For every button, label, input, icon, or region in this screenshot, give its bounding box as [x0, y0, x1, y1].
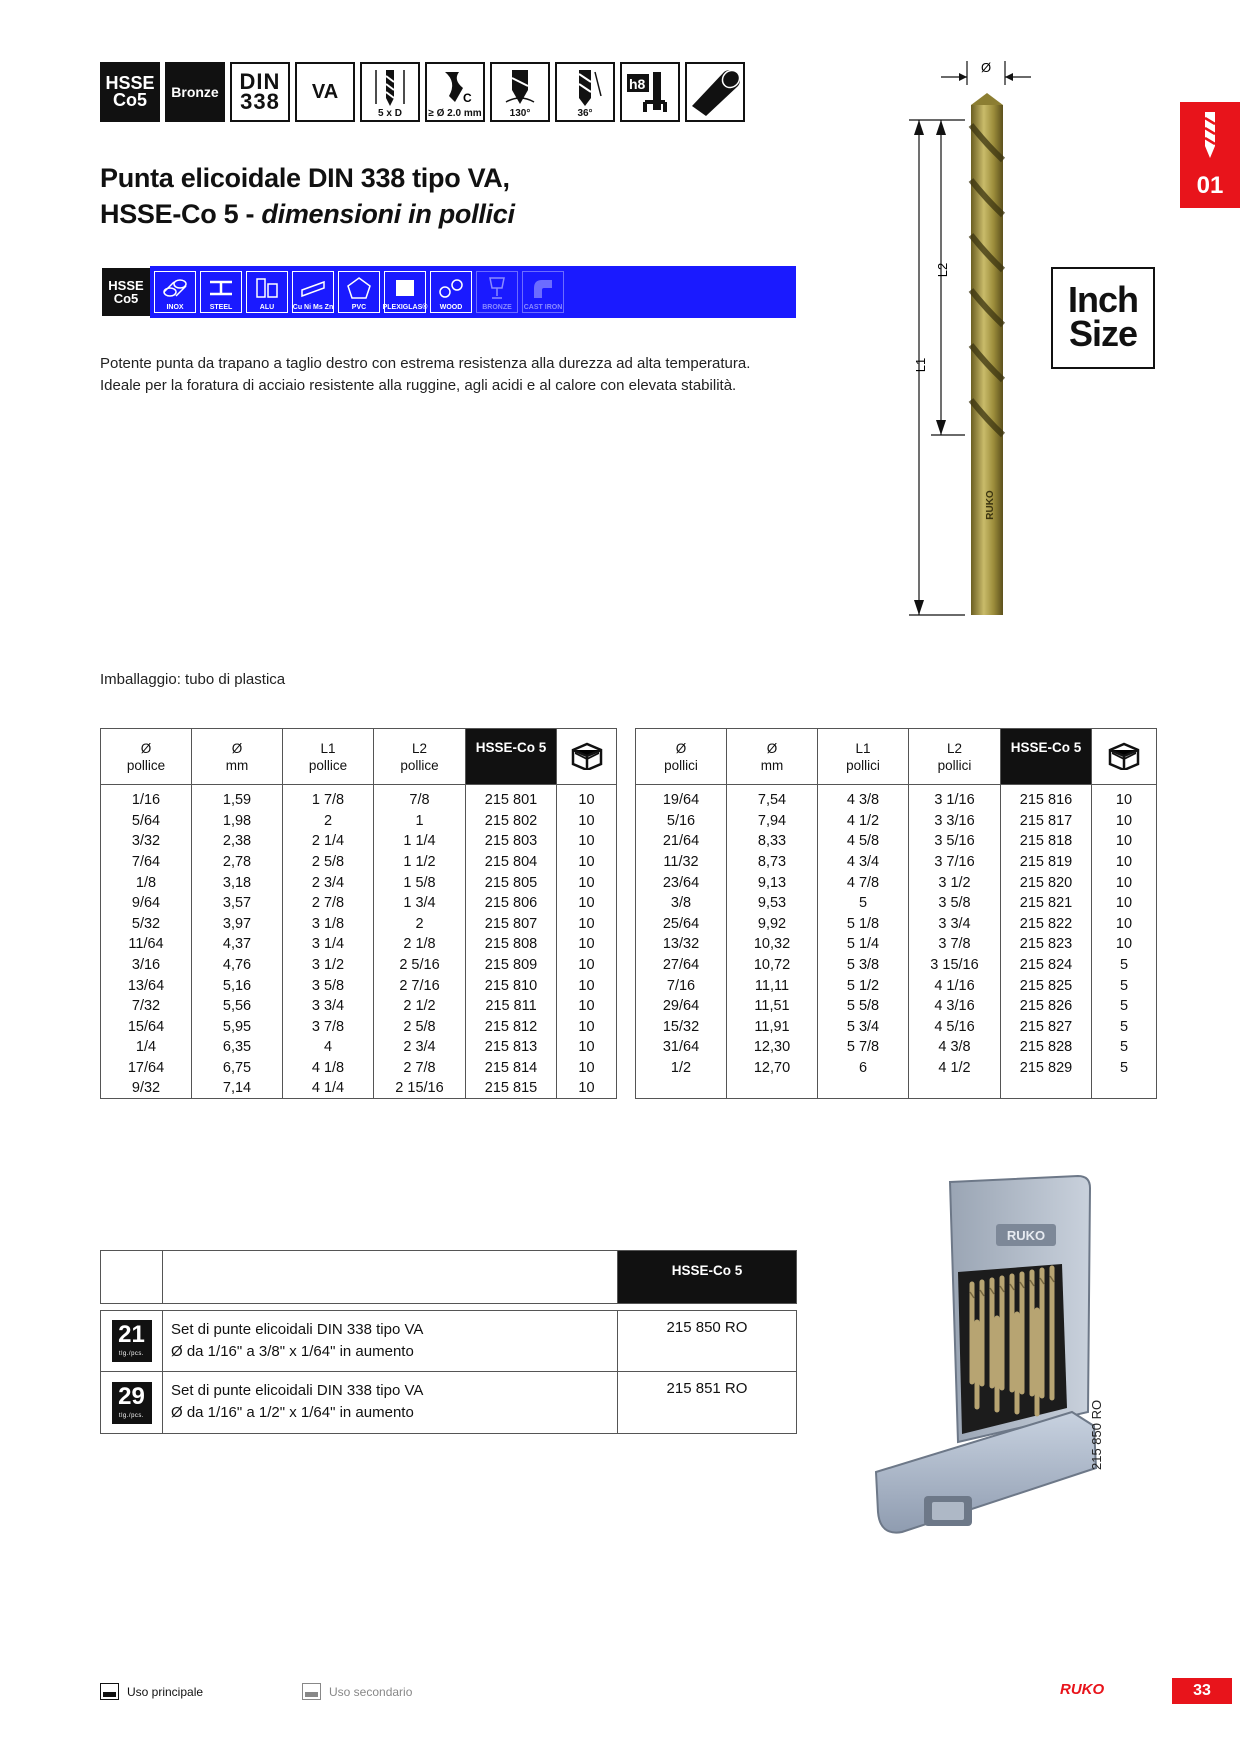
l2-label: L2 [935, 262, 950, 278]
cell-diameter-inch: 29/64 [636, 996, 727, 1017]
cell-l1: 2 5/8 [283, 852, 374, 873]
set-row: 21 tlg./pcs. Set di punte elicoidali DIN 338 tipo VA Ø da 1/16" a 3/8" x 1/64" in aumento 215 850 RO [100, 1310, 797, 1372]
cell-article: 215 820 [1001, 872, 1092, 893]
set-article-code: 215 851 RO [666, 1380, 748, 1397]
cell-article: 215 811 [466, 996, 557, 1017]
cell-article: 215 805 [466, 872, 557, 893]
cell-diameter-mm: 3,57 [192, 893, 283, 914]
cell-diameter-mm: 4,37 [192, 934, 283, 955]
cell-diameter-mm: 8,73 [727, 852, 818, 873]
cell-article: 215 816 [1001, 785, 1092, 811]
cell-pack-qty: 10 [557, 1016, 617, 1037]
cell-article: 215 809 [466, 955, 557, 976]
cell-diameter-mm [727, 1078, 818, 1099]
chapter-tab[interactable]: 01 [1180, 102, 1240, 208]
cell-l2: 3 1/16 [909, 785, 1001, 811]
cell-article: 215 814 [466, 1058, 557, 1079]
cell-l2: 4 1/2 [909, 1058, 1001, 1079]
cell-diameter-inch: 5/64 [101, 811, 192, 832]
cell-l2: 3 7/8 [909, 934, 1001, 955]
cell-diameter-mm: 4,76 [192, 955, 283, 976]
cell-l2: 3 15/16 [909, 955, 1001, 976]
svg-text:C: C [463, 91, 472, 105]
table-row [101, 893, 617, 914]
cell-l2: 1 5/8 [374, 872, 466, 893]
drill-set-case-image [862, 1172, 1112, 1552]
cell-diameter-inch: 19/64 [636, 785, 727, 811]
shank-icon [685, 62, 745, 122]
legend-primary-use: Uso principale [100, 1683, 203, 1700]
material-inox-icon: INOX [154, 271, 196, 313]
cell-diameter-mm: 1,98 [192, 811, 283, 832]
cell-l2 [909, 1078, 1001, 1099]
material-hsse-co5-icon: HSSE Co5 [100, 62, 160, 122]
set-article-code: 215 850 RO [666, 1319, 748, 1336]
cell-l1: 1 7/8 [283, 785, 374, 811]
cell-diameter-inch: 7/16 [636, 975, 727, 996]
svg-text:h8: h8 [629, 76, 646, 92]
cell-diameter-inch: 3/32 [101, 831, 192, 852]
cell-l1: 5 1/4 [818, 934, 909, 955]
l1-label: L1 [913, 357, 928, 373]
col-l2: L2 pollici [909, 729, 1001, 785]
cell-diameter-mm: 6,75 [192, 1058, 283, 1079]
cell-l2: 3 5/8 [909, 893, 1001, 914]
cell-diameter-inch: 1/4 [101, 1037, 192, 1058]
table-row [101, 1037, 617, 1058]
material-bronze-icon: BRONZE [476, 271, 518, 313]
cell-diameter-mm: 1,59 [192, 785, 283, 811]
type-va-icon: VA [295, 62, 355, 122]
cell-article: 215 813 [466, 1037, 557, 1058]
table-row [636, 811, 1157, 832]
cell-diameter-inch: 7/64 [101, 852, 192, 873]
cell-article: 215 812 [466, 1016, 557, 1037]
material-steel-icon: STEEL [200, 271, 242, 313]
spec-table-right [635, 728, 1157, 1099]
cell-diameter-mm: 9,92 [727, 913, 818, 934]
cell-diameter-inch: 11/32 [636, 852, 727, 873]
table-row [636, 934, 1157, 955]
material-pvc-icon: PVC [338, 271, 380, 313]
cell-article [1001, 1078, 1092, 1099]
cell-diameter-mm: 6,35 [192, 1037, 283, 1058]
cell-pack-qty: 10 [1092, 934, 1157, 955]
col-diameter-inch: Ø pollici [636, 729, 727, 785]
cell-l2: 1 1/2 [374, 852, 466, 873]
cell-l1: 4 3/4 [818, 852, 909, 873]
cell-article: 215 829 [1001, 1058, 1092, 1079]
table-row [101, 975, 617, 996]
cell-article: 215 827 [1001, 1016, 1092, 1037]
cell-l1: 5 5/8 [818, 996, 909, 1017]
cell-diameter-inch: 21/64 [636, 831, 727, 852]
cell-l1: 3 3/4 [283, 996, 374, 1017]
cell-diameter-inch: 13/64 [101, 975, 192, 996]
cell-l1: 3 5/8 [283, 975, 374, 996]
cell-l2: 4 3/8 [909, 1037, 1001, 1058]
cell-article: 215 801 [466, 785, 557, 811]
drill-bit-icon [1199, 112, 1221, 158]
cell-l2: 2 15/16 [374, 1078, 466, 1099]
table-row [636, 975, 1157, 996]
case-caption: 215 850 RO [1089, 1399, 1104, 1470]
cell-pack-qty: 10 [557, 1037, 617, 1058]
table-row [101, 934, 617, 955]
cell-l1: 3 1/8 [283, 913, 374, 934]
inch-size-badge: Inch Size [1051, 267, 1155, 369]
table-row [636, 1078, 1157, 1099]
cell-diameter-inch: 3/16 [101, 955, 192, 976]
cell-l1: 5 1/2 [818, 975, 909, 996]
cell-article: 215 822 [1001, 913, 1092, 934]
table-row [101, 1016, 617, 1037]
cell-diameter-mm: 10,72 [727, 955, 818, 976]
cell-pack-qty: 10 [557, 934, 617, 955]
table-row [101, 852, 617, 873]
table-row [636, 852, 1157, 873]
col-l2: L2 pollice [374, 729, 466, 785]
cell-l1: 5 7/8 [818, 1037, 909, 1058]
cell-diameter-mm: 9,13 [727, 872, 818, 893]
cell-l1: 5 1/8 [818, 913, 909, 934]
cell-diameter-mm: 5,16 [192, 975, 283, 996]
footer-brand-logo: RUKO [1060, 1681, 1105, 1698]
cell-pack-qty [1092, 1078, 1157, 1099]
cell-article: 215 824 [1001, 955, 1092, 976]
cell-l1: 5 3/4 [818, 1016, 909, 1037]
cell-l2: 1 1/4 [374, 831, 466, 852]
cell-pack-qty: 10 [557, 996, 617, 1017]
table-row [636, 955, 1157, 976]
table-row [636, 1058, 1157, 1079]
cell-article: 215 815 [466, 1078, 557, 1099]
set-count-badge: 29 tlg./pcs. [112, 1382, 152, 1424]
cell-diameter-inch: 13/32 [636, 934, 727, 955]
cell-article: 215 828 [1001, 1037, 1092, 1058]
cell-article: 215 802 [466, 811, 557, 832]
table-row [636, 872, 1157, 893]
table-row [636, 996, 1157, 1017]
legend-secondary-use: Uso secondario [302, 1683, 412, 1700]
cell-l2: 4 5/16 [909, 1016, 1001, 1037]
cell-pack-qty: 5 [1092, 1016, 1157, 1037]
cell-l1: 4 1/2 [818, 811, 909, 832]
cell-pack-qty: 10 [557, 831, 617, 852]
cell-pack-qty: 10 [557, 955, 617, 976]
cell-l2: 4 3/16 [909, 996, 1001, 1017]
cell-l1: 6 [818, 1058, 909, 1079]
set-row: 29 tlg./pcs. Set di punte elicoidali DIN 338 tipo VA Ø da 1/16" a 1/2" x 1/64" in aumento 215 851 RO [100, 1372, 797, 1434]
cell-diameter-inch: 27/64 [636, 955, 727, 976]
cell-diameter-inch: 9/32 [101, 1078, 192, 1099]
col-l1: L1 pollici [818, 729, 909, 785]
cell-diameter-inch: 1/8 [101, 872, 192, 893]
cell-pack-qty: 10 [1092, 893, 1157, 914]
cell-l2: 2 5/16 [374, 955, 466, 976]
packaging-note: Imballaggio: tubo di plastica [100, 671, 286, 688]
material-wood-icon: WOOD [430, 271, 472, 313]
cell-article: 215 806 [466, 893, 557, 914]
cell-diameter-inch: 11/64 [101, 934, 192, 955]
cell-l2: 4 1/16 [909, 975, 1001, 996]
cell-l2: 1 [374, 811, 466, 832]
cell-article: 215 807 [466, 913, 557, 934]
materials-bar [100, 266, 796, 318]
cell-diameter-mm: 3,97 [192, 913, 283, 934]
table-row [101, 831, 617, 852]
cell-diameter-inch: 3/8 [636, 893, 727, 914]
spec-table-right-body [636, 785, 1157, 1099]
table-row [636, 913, 1157, 934]
cell-l2: 7/8 [374, 785, 466, 811]
cell-diameter-inch: 15/32 [636, 1016, 727, 1037]
cell-diameter-mm: 5,95 [192, 1016, 283, 1037]
col-article: HSSE-Co 5 [466, 729, 557, 785]
cell-l2: 2 7/16 [374, 975, 466, 996]
table-row [636, 785, 1157, 811]
drill-brand-mark: RUKO [985, 490, 996, 520]
cell-pack-qty: 10 [557, 1078, 617, 1099]
table-row [101, 1078, 617, 1099]
cell-diameter-mm: 7,54 [727, 785, 818, 811]
col-diameter-mm: Ø mm [727, 729, 818, 785]
cell-l1: 4 7/8 [818, 872, 909, 893]
cell-l2: 3 5/16 [909, 831, 1001, 852]
col-pack-qty [1092, 729, 1157, 785]
cell-pack-qty: 10 [557, 785, 617, 811]
table-row [101, 955, 617, 976]
cell-diameter-mm: 11,11 [727, 975, 818, 996]
cell-l2: 1 3/4 [374, 893, 466, 914]
cell-diameter-inch: 15/64 [101, 1016, 192, 1037]
cell-diameter-mm: 2,78 [192, 852, 283, 873]
spec-table-left [100, 728, 617, 1099]
centering-icon: C ≥ Ø 2.0 mm [425, 62, 485, 122]
spec-table-left-body [101, 785, 617, 1099]
cell-diameter-inch: 7/32 [101, 996, 192, 1017]
cell-diameter-mm: 11,51 [727, 996, 818, 1017]
cell-diameter-inch: 1/16 [101, 785, 192, 811]
cell-pack-qty: 5 [1092, 1058, 1157, 1079]
cell-article: 215 803 [466, 831, 557, 852]
cell-article: 215 808 [466, 934, 557, 955]
table-row [101, 913, 617, 934]
set-table-header [100, 1250, 797, 1304]
cell-diameter-inch: 1/2 [636, 1058, 727, 1079]
materials-bar-label: HSSE Co5 [100, 266, 150, 318]
cell-pack-qty: 10 [557, 1058, 617, 1079]
cell-l2: 2 5/8 [374, 1016, 466, 1037]
cell-l2: 2 3/4 [374, 1037, 466, 1058]
cell-diameter-inch: 5/16 [636, 811, 727, 832]
set-article-header: HSSE-Co 5 [618, 1251, 796, 1303]
cell-article: 215 823 [1001, 934, 1092, 955]
box-icon [1106, 740, 1142, 770]
table-row [636, 893, 1157, 914]
cell-l1: 3 1/4 [283, 934, 374, 955]
table-row [101, 811, 617, 832]
cell-pack-qty: 10 [557, 852, 617, 873]
cell-l1: 4 1/8 [283, 1058, 374, 1079]
table-row [101, 872, 617, 893]
table-row [101, 785, 617, 811]
cell-diameter-mm: 12,30 [727, 1037, 818, 1058]
page-title: Punta elicoidale DIN 338 tipo VA, HSSE-Co 5 - dimensioni in pollici [100, 163, 515, 229]
material-nonferrous-icon: Cu Ni Ms Zn [292, 271, 334, 313]
diameter-label: Ø [980, 60, 992, 75]
cell-diameter-inch: 9/64 [101, 893, 192, 914]
cell-diameter-inch [636, 1078, 727, 1099]
cell-article: 215 810 [466, 975, 557, 996]
cell-diameter-mm: 2,38 [192, 831, 283, 852]
col-article: HSSE-Co 5 [1001, 729, 1092, 785]
bronze-finish-icon: Bronze [165, 62, 225, 122]
cell-article: 215 804 [466, 852, 557, 873]
cell-l1: 3 7/8 [283, 1016, 374, 1037]
cell-diameter-inch: 31/64 [636, 1037, 727, 1058]
cell-diameter-inch: 17/64 [101, 1058, 192, 1079]
cell-article: 215 826 [1001, 996, 1092, 1017]
case-brand: RUKO [1006, 1228, 1046, 1243]
cell-pack-qty: 5 [1092, 1037, 1157, 1058]
cell-pack-qty: 10 [557, 913, 617, 934]
col-diameter-inch: Ø pollice [101, 729, 192, 785]
cell-l2: 3 1/2 [909, 872, 1001, 893]
cell-diameter-inch: 25/64 [636, 913, 727, 934]
material-alu-icon: ALU [246, 271, 288, 313]
cell-pack-qty: 10 [1092, 811, 1157, 832]
cell-l1: 3 1/2 [283, 955, 374, 976]
tolerance-h8-icon [620, 62, 680, 122]
material-plexiglas-icon: PLEXIGLAS® [384, 271, 426, 313]
cell-l2: 2 1/8 [374, 934, 466, 955]
cell-l2: 3 3/16 [909, 811, 1001, 832]
table-row [636, 831, 1157, 852]
col-pack-qty [557, 729, 617, 785]
cell-l1: 4 1/4 [283, 1078, 374, 1099]
set-count-badge: 21 tlg./pcs. [112, 1320, 152, 1362]
drill-dimension-drawing [895, 55, 1045, 625]
cell-l1 [818, 1078, 909, 1099]
cell-diameter-mm: 9,53 [727, 893, 818, 914]
cell-l1: 2 1/4 [283, 831, 374, 852]
cell-diameter-mm: 11,91 [727, 1016, 818, 1037]
cell-diameter-mm: 7,14 [192, 1078, 283, 1099]
cell-l2: 3 7/16 [909, 852, 1001, 873]
point-angle-icon: 130° [490, 62, 550, 122]
cell-pack-qty: 10 [1092, 852, 1157, 873]
cell-pack-qty: 10 [1092, 913, 1157, 934]
table-row [636, 1037, 1157, 1058]
cell-pack-qty: 10 [1092, 831, 1157, 852]
cell-article: 215 821 [1001, 893, 1092, 914]
cell-pack-qty: 5 [1092, 955, 1157, 976]
cell-pack-qty: 10 [557, 893, 617, 914]
cell-article: 215 817 [1001, 811, 1092, 832]
helix-angle-icon: 36° [555, 62, 615, 122]
box-icon [569, 740, 605, 770]
cell-diameter-mm: 5,56 [192, 996, 283, 1017]
cell-l2: 3 3/4 [909, 913, 1001, 934]
table-row [101, 996, 617, 1017]
cell-l2: 2 1/2 [374, 996, 466, 1017]
cell-article: 215 818 [1001, 831, 1092, 852]
page-number: 33 [1172, 1678, 1232, 1704]
cell-pack-qty: 10 [557, 872, 617, 893]
product-description: Potente punta da trapano a taglio destro con estrema resistenza alla durezza ad alta temperatura. Ideale per la foratura di acciaio resistente alla ruggine, agli acidi e al calore con elevata stabilità. [100, 355, 751, 394]
col-diameter-mm: Ø mm [192, 729, 283, 785]
cell-l1: 4 5/8 [818, 831, 909, 852]
din-338-icon: DIN 338 [230, 62, 290, 122]
cell-l1: 4 3/8 [818, 785, 909, 811]
col-l1: L1 pollice [283, 729, 374, 785]
feature-icons [100, 62, 745, 122]
cell-pack-qty: 10 [557, 811, 617, 832]
cell-l1: 4 [283, 1037, 374, 1058]
table-row [101, 1058, 617, 1079]
cell-diameter-mm: 8,33 [727, 831, 818, 852]
cell-l1: 2 7/8 [283, 893, 374, 914]
table-row [636, 1016, 1157, 1037]
cell-pack-qty: 5 [1092, 975, 1157, 996]
material-cast-iron-icon: CAST IRON [522, 271, 564, 313]
cell-l1: 2 3/4 [283, 872, 374, 893]
cell-pack-qty: 10 [1092, 785, 1157, 811]
cell-pack-qty: 5 [1092, 996, 1157, 1017]
cell-diameter-inch: 23/64 [636, 872, 727, 893]
cell-l1: 5 [818, 893, 909, 914]
length-5xd-icon: 5 x D [360, 62, 420, 122]
cell-l1: 5 3/8 [818, 955, 909, 976]
cell-diameter-mm: 12,70 [727, 1058, 818, 1079]
secondary-use-icon [302, 1683, 321, 1700]
cell-article: 215 819 [1001, 852, 1092, 873]
set-table [100, 1250, 797, 1434]
cell-diameter-mm: 7,94 [727, 811, 818, 832]
cell-diameter-mm: 3,18 [192, 872, 283, 893]
cell-diameter-mm: 10,32 [727, 934, 818, 955]
cell-article: 215 825 [1001, 975, 1092, 996]
primary-use-icon [100, 1683, 119, 1700]
cell-l2: 2 7/8 [374, 1058, 466, 1079]
cell-l1: 2 [283, 811, 374, 832]
cell-diameter-inch: 5/32 [101, 913, 192, 934]
cell-pack-qty: 10 [1092, 872, 1157, 893]
cell-l2: 2 [374, 913, 466, 934]
cell-pack-qty: 10 [557, 975, 617, 996]
